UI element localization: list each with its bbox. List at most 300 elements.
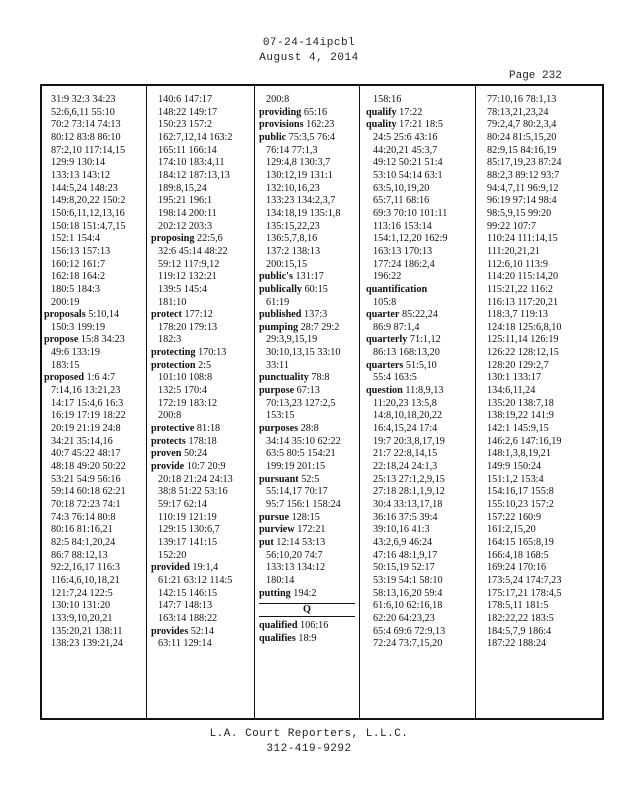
index-entry — [259, 537, 363, 550]
index-entry-continuation — [480, 107, 600, 120]
index-entry-continuation — [151, 119, 255, 132]
index-entry-continuation — [480, 537, 600, 550]
page-line-refs: 180:14 — [266, 574, 295, 586]
index-entry-continuation — [44, 423, 148, 436]
page-line-refs: 189:8,15,24 — [158, 182, 207, 194]
index-entry — [259, 284, 363, 297]
page-line-refs: 182:3 — [158, 334, 182, 346]
index-headword: protection — [151, 359, 196, 371]
index-headword: published — [259, 309, 302, 321]
index-column-2 — [151, 94, 255, 651]
page-line-refs: 163:13 170:13 — [373, 245, 433, 257]
page-line-refs: 199:19 201:15 — [266, 461, 326, 473]
index-entry-continuation — [151, 537, 255, 550]
index-entry-continuation — [259, 550, 363, 563]
page-line-refs: 11:8,9,13 — [405, 385, 444, 397]
page-line-refs: 152:20 — [158, 549, 187, 561]
index-headword: question — [366, 385, 403, 397]
index-entry — [151, 233, 255, 246]
index-entry-continuation — [366, 246, 470, 259]
index-entry-continuation — [259, 221, 363, 234]
index-entry-continuation — [366, 562, 470, 575]
page-line-refs: 49:12 50:21 51:4 — [373, 157, 443, 169]
page-line-refs: 88:2,3 89:12 93:7 — [487, 169, 560, 181]
index-entry-continuation — [151, 284, 255, 297]
index-headword: public's — [259, 271, 293, 283]
index-entry-continuation — [44, 588, 148, 601]
page-line-refs: 12:14 53:13 — [276, 536, 326, 548]
page-line-refs: 160:12 161:7 — [51, 258, 106, 270]
page-line-refs: 195:21 196:1 — [158, 195, 213, 207]
page-line-refs: 150:18 151:4,7,15 — [51, 220, 126, 232]
index-column-4 — [366, 94, 470, 651]
index-entry-continuation — [366, 474, 470, 487]
index-entry-continuation — [480, 284, 600, 297]
index-entry-continuation — [151, 132, 255, 145]
index-headword: provisions — [259, 119, 304, 131]
page-line-refs: 86:7 88:12,13 — [51, 549, 108, 561]
index-entry-continuation — [259, 436, 363, 449]
page-line-refs: 78:13,21,23,24 — [487, 106, 549, 118]
page-line-refs: 137:2 138:13 — [266, 245, 321, 257]
index-headword: purposes — [259, 423, 299, 435]
page-line-refs: 105:8 — [373, 296, 397, 308]
index-entry-continuation — [480, 246, 600, 259]
page-line-refs: 151:1,2 153:4 — [487, 473, 544, 485]
index-entry-continuation — [259, 410, 363, 423]
index-entry-continuation — [366, 271, 470, 284]
index-entry-continuation — [151, 372, 255, 385]
index-entry — [259, 372, 363, 385]
index-entry-continuation — [44, 284, 148, 297]
index-entry-continuation — [480, 600, 600, 613]
index-entry-continuation — [44, 410, 148, 423]
page-line-refs: 142:1 145:9,15 — [487, 423, 549, 435]
page-line-refs: 92:2,16,17 116:3 — [51, 562, 120, 574]
index-entry-continuation — [151, 107, 255, 120]
index-entry-continuation — [366, 221, 470, 234]
page-line-refs: 96:19 97:14 98:4 — [487, 195, 557, 207]
index-headword: putting — [259, 587, 291, 599]
page-line-refs: 80:24 81:5,15,20 — [487, 131, 557, 143]
page-line-refs: 14:17 15:4,6 16:3 — [51, 397, 124, 409]
page-line-refs: 119:12 132:21 — [158, 271, 217, 283]
page-line-refs: 18:9 — [298, 632, 317, 644]
page-line-refs: 1:6 4:7 — [86, 372, 116, 384]
index-entry-continuation — [366, 145, 470, 158]
page-line-refs: 138:23 139:21,24 — [51, 638, 123, 650]
page-line-refs: 147:7 148:13 — [158, 600, 213, 612]
index-entry-continuation — [151, 638, 255, 651]
index-entry-continuation — [480, 271, 600, 284]
index-entry — [366, 107, 470, 120]
page-line-refs: 52:14 — [190, 625, 214, 637]
index-entry-continuation — [44, 537, 148, 550]
page-line-refs: 53:21 54:9 56:16 — [51, 473, 121, 485]
index-entry-continuation — [44, 271, 148, 284]
index-entry-continuation — [480, 119, 600, 132]
page-line-refs: 94:4,7,11 96:9,12 — [487, 182, 559, 194]
index-entry-continuation — [44, 157, 148, 170]
index-headword: pumping — [259, 321, 299, 333]
page-line-refs: 129:9 130:14 — [51, 157, 106, 169]
index-entry-continuation — [366, 259, 470, 272]
index-entry-continuation — [259, 145, 363, 158]
page-line-refs: 150:6,11,12,13,16 — [51, 207, 125, 219]
index-entry-continuation — [151, 499, 255, 512]
page-line-refs: 135:20 138:7,18 — [487, 397, 554, 409]
index-entry-continuation — [366, 132, 470, 145]
index-entry-continuation — [259, 461, 363, 474]
page-line-refs: 39:10,16 41:3 — [373, 524, 430, 536]
section-letter: Q — [259, 603, 355, 617]
page-line-refs: 166:4,18 168:5 — [487, 549, 549, 561]
page-line-refs: 162:18 164:2 — [51, 271, 106, 283]
index-entry-continuation — [366, 448, 470, 461]
page-line-refs: 29:3,9,15,19 — [266, 334, 318, 346]
page-line-refs: 76:14 77:1,3 — [266, 144, 318, 156]
index-entry-continuation — [44, 195, 148, 208]
index-entry-continuation — [366, 436, 470, 449]
page-line-refs: 80:12 83:8 86:10 — [51, 131, 121, 143]
page-line-refs: 177:12 — [184, 309, 213, 321]
page-line-refs: 65:7,11 68:16 — [373, 195, 430, 207]
page-line-refs: 200:8 — [158, 410, 182, 422]
index-entry-continuation — [151, 322, 255, 335]
page-line-refs: 133:13 134:12 — [266, 562, 326, 574]
index-entry-continuation — [480, 157, 600, 170]
page-line-refs: 175:17,21 178:4,5 — [487, 587, 562, 599]
page-line-refs: 30:10,13,15 33:10 — [266, 347, 341, 359]
index-entry — [151, 309, 255, 322]
index-entry-continuation — [44, 524, 148, 537]
index-entry-continuation — [480, 474, 600, 487]
index-entry-continuation — [480, 195, 600, 208]
page-line-refs: 115:21,22 116:2 — [487, 283, 554, 295]
page-line-refs: 87:2,10 117:14,15 — [51, 144, 126, 156]
page-line-refs: 183:15 — [51, 359, 80, 371]
page-line-refs: 17:21 18:5 — [399, 119, 443, 131]
page-line-refs: 137:3 — [304, 309, 328, 321]
index-entry — [259, 385, 363, 398]
index-entry-continuation — [366, 170, 470, 183]
index-entry — [259, 423, 363, 436]
index-entry-continuation — [480, 221, 600, 234]
index-column-3 — [259, 94, 363, 646]
index-entry-continuation — [366, 600, 470, 613]
index-entry — [366, 119, 470, 132]
page-line-refs: 63:11 129:14 — [158, 638, 212, 650]
page-line-refs: 49:6 133:19 — [51, 347, 100, 359]
index-entry-continuation — [44, 360, 148, 373]
index-entry-continuation — [151, 157, 255, 170]
page-line-refs: 34:14 35:10 62:22 — [266, 435, 341, 447]
index-entry — [259, 474, 363, 487]
page-line-refs: 153:15 — [266, 410, 295, 422]
index-headword: protect — [151, 309, 182, 321]
index-headword: punctuality — [259, 372, 309, 384]
index-entry-continuation — [151, 195, 255, 208]
index-entry-continuation — [366, 524, 470, 537]
index-entry-continuation — [480, 322, 600, 335]
page-line-refs: 181:10 — [158, 296, 187, 308]
index-headword: provides — [151, 625, 189, 637]
page-line-refs: 164:15 165:8,19 — [487, 536, 554, 548]
index-entry-continuation — [480, 94, 600, 107]
page-line-refs: 48:18 49:20 50:22 — [51, 461, 126, 473]
page-line-refs: 114:20 115:14,20 — [487, 271, 559, 283]
page-line-refs: 77:10,16 78:1,13 — [487, 94, 557, 105]
page-line-refs: 172:21 — [297, 524, 326, 536]
page-line-refs: 74:3 76:14 80:8 — [51, 511, 116, 523]
index-column-1 — [44, 94, 148, 651]
page-line-refs: 98:5,9,15 99:20 — [487, 207, 552, 219]
page-line-refs: 142:15 146:15 — [158, 587, 218, 599]
index-entry-continuation — [480, 297, 600, 310]
index-entry-continuation — [44, 107, 148, 120]
index-entry — [366, 385, 470, 398]
page-line-refs: 198:14 200:11 — [158, 207, 217, 219]
index-entry — [366, 309, 470, 322]
page-line-refs: 130:12,19 131:1 — [266, 169, 333, 181]
page-line-refs: 61:21 63:12 114:5 — [158, 574, 233, 586]
index-entry-continuation — [259, 486, 363, 499]
index-entry-continuation — [480, 423, 600, 436]
page-line-refs: 50:15,19 52:17 — [373, 562, 435, 574]
index-headword: public — [259, 131, 287, 143]
index-entry-continuation — [151, 486, 255, 499]
index-entry-continuation — [151, 208, 255, 221]
index-headword: providing — [259, 106, 302, 118]
index-headword: proposed — [44, 372, 85, 384]
index-headword: proven — [151, 448, 182, 460]
index-entry — [151, 448, 255, 461]
index-entry-continuation — [480, 360, 600, 373]
page-line-refs: 61:6,10 62:16,18 — [373, 600, 443, 612]
index-entry — [151, 562, 255, 575]
page-line-refs: 184:5,7,9 186:4 — [487, 625, 552, 637]
index-entry-continuation — [366, 372, 470, 385]
index-entry-continuation — [366, 410, 470, 423]
index-entry-continuation — [44, 183, 148, 196]
page-line-refs: 194:2 — [293, 587, 317, 599]
page-line-refs: 161:2,15,20 — [487, 524, 536, 536]
page-line-refs: 28:8 — [300, 423, 319, 435]
index-entry-continuation — [259, 157, 363, 170]
page-line-refs: 70:2 73:14 74:13 — [51, 119, 121, 131]
page-line-refs: 174:10 183:4,11 — [158, 157, 225, 169]
index-headword: protective — [151, 423, 195, 435]
index-entry-continuation — [366, 638, 470, 651]
index-entry-continuation — [44, 626, 148, 639]
page-line-refs: 157:22 160:9 — [487, 511, 542, 523]
index-entry-continuation — [366, 461, 470, 474]
index-entry-continuation — [44, 297, 148, 310]
index-headword: quality — [366, 119, 397, 131]
index-entry-continuation — [480, 170, 600, 183]
page-line-refs: 58:13,16,20 59:4 — [373, 587, 443, 599]
index-entry-continuation — [151, 398, 255, 411]
index-headword: pursue — [259, 511, 290, 523]
index-entry-continuation — [44, 246, 148, 259]
index-entry-continuation — [44, 562, 148, 575]
index-entry-continuation — [44, 170, 148, 183]
page-line-refs: 180:5 184:3 — [51, 283, 100, 295]
page-line-refs: 22:5,6 — [196, 233, 223, 245]
page-line-refs: 169:24 170:16 — [487, 562, 547, 574]
index-headword: proposals — [44, 309, 86, 321]
page-line-refs: 130:10 131:20 — [51, 600, 111, 612]
index-column-5 — [480, 94, 600, 651]
index-entry — [44, 334, 148, 347]
index-entry-continuation — [259, 499, 363, 512]
page-line-refs: 177:24 186:2,4 — [373, 258, 435, 270]
index-headword: purpose — [259, 385, 295, 397]
index-entry — [151, 423, 255, 436]
index-entry-continuation — [259, 183, 363, 196]
page-line-refs: 7:14,16 13:21,23 — [51, 385, 121, 397]
page-line-refs: 134:18,19 135:1,8 — [266, 207, 341, 219]
page-line-refs: 61:19 — [266, 296, 290, 308]
page-line-refs: 149:9 150:24 — [487, 461, 542, 473]
page-line-refs: 144:5,24 148:23 — [51, 182, 118, 194]
page-line-refs: 133:9,10,20,21 — [51, 612, 113, 624]
page-line-refs: 182:22,22 183:5 — [487, 612, 554, 624]
page-line-refs: 34:21 35:14,16 — [51, 435, 113, 447]
index-entry-continuation — [44, 499, 148, 512]
index-entry-continuation — [259, 259, 363, 272]
index-entry-continuation — [151, 297, 255, 310]
index-entry-continuation — [259, 334, 363, 347]
page-line-refs: 118:3,7 119:13 — [487, 309, 548, 321]
page-line-refs: 156:13 157:13 — [51, 245, 111, 257]
index-entry — [259, 119, 363, 132]
page-line-refs: 165:11 166:14 — [158, 144, 217, 156]
index-entry-continuation — [480, 575, 600, 588]
index-entry-continuation — [259, 233, 363, 246]
document-date: August 4, 2014 — [259, 52, 359, 64]
index-entry-continuation — [366, 550, 470, 563]
page-line-refs: 27:18 28:1,1,9,12 — [373, 486, 445, 498]
index-entry-continuation — [151, 259, 255, 272]
page-line-refs: 121:7,24 122:5 — [51, 587, 113, 599]
page-line-refs: 65:4 69:6 72:9,13 — [373, 625, 446, 637]
page-line-refs: 43:2,6,9 46:24 — [373, 536, 433, 548]
index-entry-continuation — [44, 233, 148, 246]
page-line-refs: 155:10,23 157:2 — [487, 499, 554, 510]
index-entry — [44, 372, 148, 385]
page-line-refs: 128:20 129:2,7 — [487, 359, 549, 371]
index-entry-continuation — [366, 195, 470, 208]
index-entry-continuation — [151, 170, 255, 183]
index-entry — [366, 360, 470, 373]
page-line-refs: 139:5 145:4 — [158, 283, 207, 295]
index-entry-continuation — [480, 208, 600, 221]
page-line-refs: 59:17 62:14 — [158, 499, 207, 510]
page-line-refs: 50:24 — [183, 448, 208, 460]
index-headword: quarterly — [366, 334, 408, 346]
index-entry-continuation — [44, 461, 148, 474]
page-line-refs: 196:22 — [373, 271, 402, 283]
index-headword: quantification — [366, 283, 428, 295]
page-line-refs: 101:10 108:8 — [158, 372, 213, 384]
page-line-refs: 95:7 156:1 158:24 — [266, 499, 341, 510]
page-line-refs: 16:4,15,24 17:4 — [373, 423, 438, 435]
page-line-refs: 85:22,24 — [401, 309, 438, 321]
page-line-refs: 78:8 — [311, 372, 330, 384]
index-entry-continuation — [480, 410, 600, 423]
index-entry-continuation — [366, 398, 470, 411]
index-entry-continuation — [151, 613, 255, 626]
index-entry-continuation — [480, 588, 600, 601]
page-line-refs: 138:19,22 141:9 — [487, 410, 554, 422]
index-entry-continuation — [151, 221, 255, 234]
page-line-refs: 116:4,6,10,18,21 — [51, 574, 120, 586]
footer-phone: 312-419-9292 — [266, 743, 352, 755]
page-line-refs: 150:3 199:19 — [51, 321, 106, 333]
index-entry-continuation — [44, 575, 148, 588]
index-entry-continuation — [151, 474, 255, 487]
index-entry-continuation — [151, 524, 255, 537]
index-entry — [259, 309, 363, 322]
page-line-refs: 59:14 60:18 62:21 — [51, 486, 126, 498]
index-entry-continuation — [44, 208, 148, 221]
index-entry-continuation — [480, 562, 600, 575]
footer-company: L.A. Court Reporters, L.L.C. — [209, 728, 409, 740]
index-entry-continuation — [480, 183, 600, 196]
document-filename: 07-24-14ipcbl — [262, 37, 356, 49]
index-entry-continuation — [480, 132, 600, 145]
index-entry-continuation — [259, 94, 363, 107]
index-headword: propose — [44, 334, 79, 346]
page-line-refs: 86:9 87:1,4 — [373, 321, 420, 333]
index-entry — [259, 512, 363, 525]
index-entry-continuation — [480, 638, 600, 651]
page-line-refs: 136:5,7,8,16 — [266, 233, 318, 245]
index-headword: proposing — [151, 233, 195, 245]
index-entry-continuation — [259, 448, 363, 461]
index-entry-continuation — [366, 588, 470, 601]
index-entry-continuation — [480, 524, 600, 537]
page-line-refs: 110:24 111:14,15 — [487, 233, 558, 245]
index-entry-continuation — [366, 297, 470, 310]
index-headword: pursuant — [259, 473, 299, 485]
page-line-refs: 69:3 70:10 101:11 — [373, 207, 448, 219]
index-headword: purview — [259, 524, 295, 536]
index-entry — [151, 360, 255, 373]
page-line-refs: 56:10,20 74:7 — [266, 549, 323, 561]
index-entry-continuation — [151, 246, 255, 259]
index-entry-continuation — [366, 423, 470, 436]
index-entry-continuation — [151, 94, 255, 107]
column-divider — [475, 86, 476, 718]
page-line-refs: 135:20,21 138:11 — [51, 625, 123, 637]
index-table — [40, 84, 604, 720]
index-headword: qualifies — [259, 632, 296, 644]
index-headword: quarters — [366, 359, 404, 371]
index-entry-continuation — [366, 347, 470, 360]
index-entry — [366, 284, 470, 297]
page-line-refs: 132:5 170:4 — [158, 385, 207, 397]
index-entry — [259, 588, 363, 601]
page-line-refs: 28:7 29:2 — [300, 321, 340, 333]
page-line-refs: 80:16 81:16,21 — [51, 524, 113, 536]
page-line-refs: 99:22 107:7 — [487, 220, 536, 232]
index-entry-continuation — [151, 183, 255, 196]
page-line-refs: 15:8 34:23 — [80, 334, 125, 346]
index-entry-continuation — [44, 600, 148, 613]
index-headword: put — [259, 536, 274, 548]
